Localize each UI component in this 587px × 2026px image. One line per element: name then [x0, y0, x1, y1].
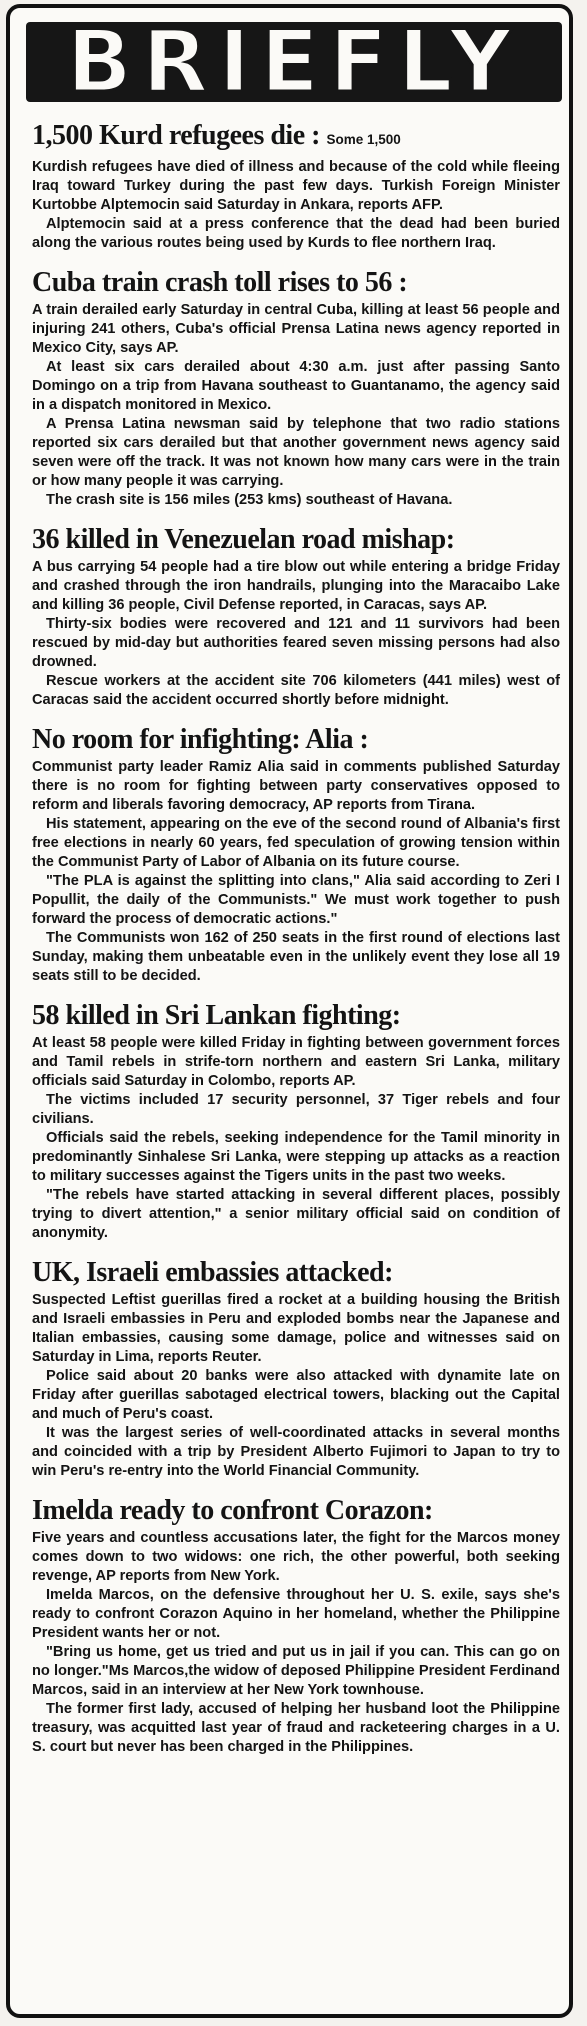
story-headline: Cuba train crash toll rises to 56 : [32, 267, 408, 298]
story-venezuela-bus [32, 524, 560, 710]
story-paragraph: Officials said the rebels, seeking independence for the Tamil minority in predominantly Sinhalese Sri Lanka, were stepping up attacks as a reaction to military successes against the Tigers units in the past two weeks. [32, 1130, 560, 1184]
story-albania-alia [32, 724, 560, 986]
story-headline [32, 120, 560, 155]
story-sri-lanka [32, 1000, 560, 1243]
story-headline: 36 killed in Venezuelan road mishap: [32, 524, 455, 555]
story-paragraph: His statement, appearing on the eve of the second round of Albania's first free elections in nearly 60 years, fed speculation of growing tension within the Communist Party of Labor of Albania on its future course. [32, 816, 560, 870]
story-paragraph: Imelda Marcos, on the defensive throughout her U. S. exile, says she's ready to confront Corazon Aquino in her homeland, whether the Philippine President wants her or not. [32, 1587, 560, 1641]
story-paragraph: "The rebels have started attacking in several different places, possibly trying to divert attention," a senior military official said on condition of anonymity. [32, 1187, 560, 1241]
story-paragraph: Five years and countless accusations later, the fight for the Marcos money comes down to two widows: one rich, the other powerful, both seeking revenge, AP reports from New York. [32, 1530, 560, 1584]
story-kurd-refugees [32, 120, 560, 253]
story-cuba-train [32, 267, 560, 510]
news-column [32, 120, 560, 1771]
story-paragraph: Police said about 20 banks were also attacked with dynamite late on Friday after guerillas sabotaged electrical towers, blacking out the Capital and much of Peru's coast. [32, 1368, 560, 1422]
headline-text: 1,500 Kurd refugees die : [32, 120, 320, 151]
story-headline: 58 killed in Sri Lankan fighting: [32, 1000, 401, 1031]
story-paragraph: A train derailed early Saturday in central Cuba, killing at least 56 people and injuring 241 others, Cuba's official Prensa Latina news agency reported in Mexico City, says AP. [32, 302, 560, 356]
story-paragraph: The victims included 17 security personnel, 37 Tiger rebels and four civilians. [32, 1092, 560, 1127]
masthead-title: BRIEFLY [66, 12, 522, 112]
story-paragraph: It was the largest series of well-coordinated attacks in several months and coincided with a trip by President Alberto Fujimori to Japan to try to win Peru's re-entry into the World Financial Community. [32, 1425, 560, 1479]
story-imelda-marcos [32, 1495, 560, 1757]
column-frame [6, 4, 573, 2018]
story-paragraph: Thirty-six bodies were recovered and 121 and 11 survivors had been rescued by mid-day but authorities feared seven missing persons had also drowned. [32, 616, 560, 670]
story-headline: No room for infighting: Alia : [32, 724, 369, 755]
story-paragraph: Suspected Leftist guerillas fired a rocket at a building housing the British and Israeli embassies in Peru and exploded bombs near the Japanese and Italian embassies, causing some damage, police and witnesses said on Saturday in Lima, reports Reuter. [32, 1292, 560, 1365]
story-paragraph: A Prensa Latina newsman said by telephone that two radio stations reported six cars derailed but that another government news agency said seven were off the track. It was not known how many cars were in the train or how many people it was carrying. [32, 416, 560, 489]
story-paragraph: At least six cars derailed about 4:30 a.m. just after passing Santo Domingo on a trip from Havana southeast to Guantanamo, the agency said in a dispatch monitored in Mexico. [32, 359, 560, 413]
story-peru-embassies [32, 1257, 560, 1481]
story-paragraph: Alptemocin said at a press conference that the dead had been buried along the various routes being used by Kurds to flee northern Iraq. [32, 216, 560, 251]
story-paragraph: A bus carrying 54 people had a tire blow out while entering a bridge Friday and crashed through the iron handrails, plunging into the Maracaibo Lake and killing 36 people, Civil Defense reported, in Caracas, says AP. [32, 559, 560, 613]
story-paragraph: The Communists won 162 of 250 seats in the first round of elections last Sunday, making them unbeatable even in the unlikely event they lose all 19 seats still to be decided. [32, 930, 560, 984]
story-paragraph: "Bring us home, get us tried and put us in jail if you can. This can go on no longer."Ms Marcos,the widow of deposed Philippine President Ferdinand Marcos, said in an interview at her New York townhouse. [32, 1644, 560, 1698]
story-paragraph: At least 58 people were killed Friday in fighting between government forces and Tamil rebels in strife-torn northern and eastern Sri Lanka, military officials said Saturday in Colombo, reports AP. [32, 1035, 560, 1089]
masthead [26, 12, 562, 112]
story-paragraph: Kurdish refugees have died of illness and because of the cold while fleeing Iraq toward Turkey during the past few days. Turkish Foreign Minister Kurtobbe Alptemocin said Saturday in Ankara, reports AFP. [32, 159, 560, 213]
story-paragraph: Communist party leader Ramiz Alia said in comments published Saturday there is no room for fighting between party conservatives opposed to reform and liberals favoring democracy, AP reports from Tirana. [32, 759, 560, 813]
story-headline: UK, Israeli embassies attacked: [32, 1257, 393, 1288]
story-headline: Imelda ready to confront Corazon: [32, 1495, 433, 1526]
story-paragraph: The crash site is 156 miles (253 kms) southeast of Havana. [46, 492, 453, 508]
story-paragraph: "The PLA is against the splitting into clans," Alia said according to Zeri I Popullit, the daily of the Communists." We must work together to push forward the process of democratic actions." [32, 873, 560, 927]
story-paragraph: Rescue workers at the accident site 706 kilometers (441 miles) west of Caracas said the accident occurred shortly before midnight. [32, 673, 560, 708]
story-paragraph: The former first lady, accused of helping her husband loot the Philippine treasury, was acquitted last year of fraud and racketeering charges in a U. S. court but never has been charged in the Philippines. [32, 1701, 560, 1755]
lead-inline-text: Some 1,500 [326, 132, 401, 147]
